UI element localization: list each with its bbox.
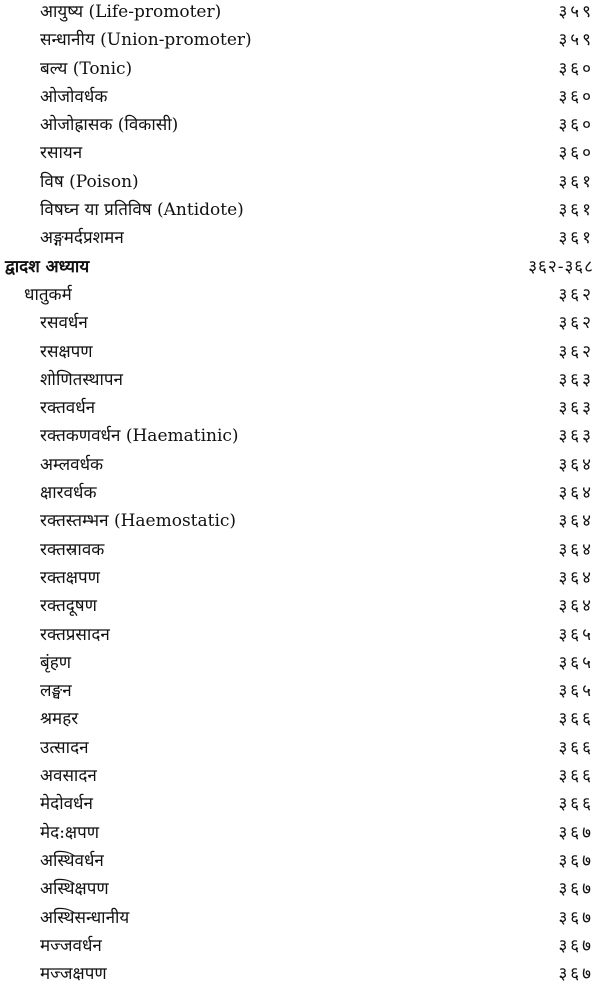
- page-number: ३६२: [558, 313, 594, 334]
- page-number: ३६१: [558, 171, 594, 192]
- toc-entry-row: [0, 0, 600, 26]
- toc-entry-row: [0, 55, 600, 83]
- toc-entry-row: [0, 168, 600, 196]
- chapter-title: द्वादश अध्याय: [5, 256, 90, 277]
- page-number: ३६६: [558, 709, 594, 730]
- page-number: ३६४: [558, 483, 594, 504]
- toc-entry-row: [0, 875, 600, 903]
- entry-title: विषघ्न या प्रतिविष (Antidote): [40, 200, 244, 221]
- section-title: धातुकर्म: [24, 284, 72, 305]
- entry-title: आयुष्य (Life-promoter): [40, 2, 222, 22]
- entry-title: मेदोवर्धन: [40, 794, 93, 815]
- entry-title: रक्तस्तम्भन (Haemostatic): [40, 511, 237, 532]
- toc-entry-row: [0, 621, 600, 649]
- page-number: ३६०: [558, 143, 594, 164]
- entry-title: ओजोवर्धक: [40, 86, 108, 107]
- page-number: ३६४: [558, 596, 594, 617]
- toc-entry-row: [0, 26, 600, 54]
- toc-entry-row: [0, 847, 600, 875]
- toc-entry-row: [0, 366, 600, 394]
- page-number: ३६१: [558, 228, 594, 249]
- page-number: ३६१: [558, 200, 594, 221]
- page-number: ३६७: [558, 964, 594, 985]
- page-number: ३६०: [558, 58, 594, 79]
- toc-entry-row: [0, 111, 600, 139]
- entry-title: उत्सादन: [40, 737, 89, 758]
- page-number: ३६६: [558, 737, 594, 758]
- page-number: ३६२: [558, 284, 594, 305]
- page-number: ३६५: [558, 624, 594, 645]
- section-heading-row: [0, 281, 600, 309]
- toc-entry-row: [0, 932, 600, 960]
- page-number: ३६७: [558, 850, 594, 871]
- page-number: ३६३: [558, 369, 594, 390]
- entry-title: रसायन: [40, 143, 83, 164]
- entry-title: रसवर्धन: [40, 313, 88, 334]
- entry-title: मेद:क्षपण: [40, 822, 100, 843]
- entry-title: रक्तवर्धन: [40, 398, 96, 419]
- entry-title: अस्थिसन्धानीय: [40, 907, 130, 928]
- entry-title: अस्थिवर्धन: [40, 850, 104, 871]
- page-number: ३६४: [558, 454, 594, 475]
- entry-title: अङ्गमर्दप्रशमन: [40, 228, 124, 249]
- toc-entry-row: [0, 677, 600, 705]
- toc-entry-row: [0, 564, 600, 592]
- toc-entry-row: [0, 196, 600, 224]
- toc-entry-row: [0, 451, 600, 479]
- toc-entry-row: [0, 592, 600, 620]
- toc-entry-row: [0, 904, 600, 932]
- page-number: ३६४: [558, 567, 594, 588]
- page-number: ३६२: [558, 341, 594, 362]
- page-number: ३६६: [558, 794, 594, 815]
- entry-title: क्षारवर्धक: [40, 483, 97, 504]
- entry-title: अवसादन: [40, 766, 97, 787]
- entry-title: अम्लवर्धक: [40, 454, 104, 475]
- toc-entry-row: [0, 507, 600, 535]
- entry-title: मज्जवर्धन: [40, 935, 102, 956]
- entry-title: अस्थिक्षपण: [40, 879, 109, 900]
- toc-entry-row: [0, 309, 600, 337]
- chapter-page-range: ३६२-३६८: [528, 256, 594, 277]
- toc-entry-row: [0, 960, 600, 988]
- page-number: ३६५: [558, 681, 594, 702]
- toc-entry-row: [0, 422, 600, 450]
- toc-entry-row: [0, 705, 600, 733]
- toc-entry-row: [0, 762, 600, 790]
- entry-title: रक्तकणवर्धन (Haematinic): [40, 426, 239, 447]
- page-number: ३६७: [558, 935, 594, 956]
- toc-entry-row: [0, 394, 600, 422]
- toc-entry-row: [0, 139, 600, 167]
- toc-entry-row: [0, 819, 600, 847]
- chapter-heading-row: [0, 253, 600, 281]
- page-number: ३६३: [558, 398, 594, 419]
- page-number: ३६७: [558, 907, 594, 928]
- toc-entry-row: [0, 536, 600, 564]
- page-number: ३६५: [558, 652, 594, 673]
- entry-title: श्रमहर: [40, 709, 79, 730]
- page-number: ३६६: [558, 766, 594, 787]
- entry-title: रक्तस्रावक: [40, 539, 105, 560]
- entry-title: मज्जक्षपण: [40, 964, 107, 985]
- entry-title: सन्धानीय (Union-promoter): [40, 30, 252, 51]
- page-number: ३६७: [558, 822, 594, 843]
- toc-entry-row: [0, 479, 600, 507]
- entry-title: ओजोह्रासक (विकासी): [40, 115, 179, 136]
- page-number: ३६०: [558, 115, 594, 136]
- page-number: ३६४: [558, 511, 594, 532]
- page-number: ३५९: [558, 30, 594, 51]
- page-number: ३६७: [558, 879, 594, 900]
- toc-entry-row: [0, 649, 600, 677]
- page-number: ३५९: [558, 2, 594, 22]
- toc-entry-row: [0, 83, 600, 111]
- entry-title: रक्तप्रसादन: [40, 624, 110, 645]
- toc-entry-row: [0, 734, 600, 762]
- page-number: ३६४: [558, 539, 594, 560]
- entry-title: रसक्षपण: [40, 341, 93, 362]
- page-number: ३६३: [558, 426, 594, 447]
- toc-entry-row: [0, 338, 600, 366]
- entry-title: रक्तक्षपण: [40, 567, 100, 588]
- entry-title: बल्य (Tonic): [40, 58, 133, 79]
- entry-title: रक्तदूषण: [40, 596, 97, 617]
- entry-title: बृंहण: [40, 652, 72, 673]
- entry-title: विष (Poison): [40, 171, 139, 192]
- entry-title: लङ्घन: [40, 681, 72, 702]
- entry-title: शोणितस्थापन: [40, 369, 123, 390]
- toc-entry-row: [0, 224, 600, 252]
- page-number: ३६०: [558, 86, 594, 107]
- toc-entry-row: [0, 790, 600, 818]
